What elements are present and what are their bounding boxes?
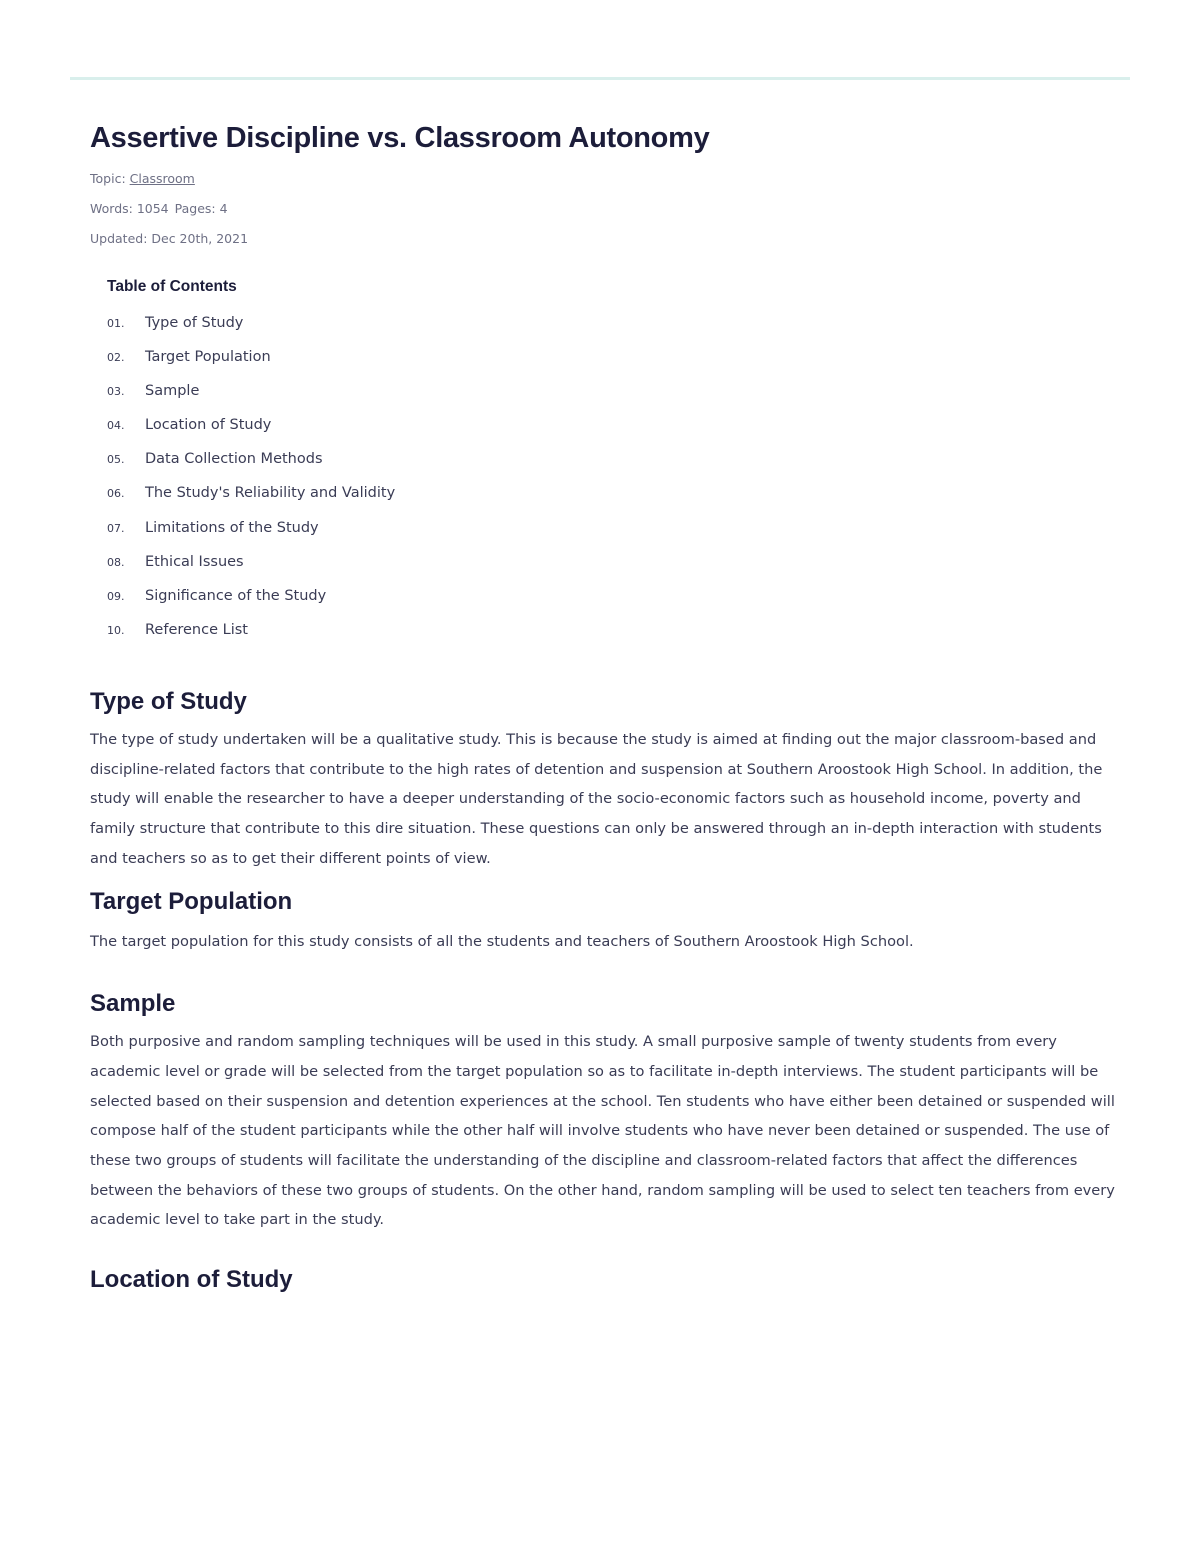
toc-item-number: 05. <box>107 453 125 467</box>
section-heading: Type of Study <box>90 687 247 715</box>
toc-item[interactable] <box>107 587 1115 621</box>
toc-item[interactable] <box>107 450 1115 484</box>
section-heading: Location of Study <box>90 1266 293 1294</box>
toc-item-number: 08. <box>107 555 125 569</box>
document-body <box>90 118 1115 1295</box>
toc-item[interactable] <box>107 314 1115 348</box>
stats-row <box>90 200 1115 230</box>
toc-item[interactable] <box>107 621 1115 655</box>
section-heading: Sample <box>90 990 176 1018</box>
toc-item-number: 03. <box>107 385 125 399</box>
toc-link-sample[interactable]: Sample <box>145 383 200 400</box>
section-sample <box>90 989 1115 1235</box>
top-divider <box>70 77 1130 80</box>
toc-item-number: 06. <box>107 487 125 501</box>
section-paragraph: The target population for this study consists of all the students and teachers of Southern Aroostook High School. <box>90 933 914 951</box>
section-target-population <box>90 887 1115 957</box>
section-paragraph: The type of study undertaken will be a qualitative study. This is because the study is aimed at finding out the major classroom-based and discipline-related factors that contribute to the high rates of detention and suspension at Southern Aroostook High School. In addition, the study will enable the researcher to have a deeper understanding of the socio-economic factors such as household income, poverty and family structure that contribute to this dire situation. These questions can only be answered through an in-depth interaction with students and teachers so as to get their different points of view. <box>90 730 1103 867</box>
toc-item[interactable] <box>107 382 1115 416</box>
toc-link-reliability-validity[interactable]: The Study's Reliability and Validity <box>145 485 396 502</box>
section-heading: Target Population <box>90 888 293 916</box>
page-count: Pages: 4 <box>174 201 228 216</box>
updated-date: Updated: Dec 20th, 2021 <box>90 231 249 246</box>
toc-item[interactable] <box>107 553 1115 587</box>
toc-link-reference-list[interactable]: Reference List <box>145 621 248 638</box>
table-of-contents <box>90 278 1115 655</box>
toc-item-number: 02. <box>107 351 125 365</box>
section-type-of-study <box>90 687 1115 874</box>
toc-item-number: 09. <box>107 589 125 603</box>
page-title: Assertive Discipline vs. Classroom Autonomy <box>90 122 710 154</box>
toc-item[interactable] <box>107 416 1115 450</box>
topic-row <box>90 170 1115 200</box>
toc-link-ethical-issues[interactable]: Ethical Issues <box>145 553 244 570</box>
topic-label: Topic: <box>90 171 126 186</box>
toc-link-significance[interactable]: Significance of the Study <box>145 587 327 604</box>
toc-title: Table of Contents <box>107 278 237 295</box>
updated-row <box>90 230 1115 260</box>
toc-item-number: 04. <box>107 419 125 433</box>
toc-link-target-population[interactable]: Target Population <box>145 349 271 366</box>
toc-list <box>107 314 1115 655</box>
toc-item-number: 10. <box>107 623 125 637</box>
toc-link-data-collection-methods[interactable]: Data Collection Methods <box>145 451 323 468</box>
toc-item-number: 07. <box>107 521 125 535</box>
toc-link-location-of-study[interactable]: Location of Study <box>145 417 272 434</box>
topic-link[interactable]: Classroom <box>129 171 195 186</box>
toc-item[interactable] <box>107 348 1115 382</box>
toc-item-number: 01. <box>107 317 125 330</box>
toc-link-type-of-study[interactable]: Type of Study <box>145 315 244 331</box>
toc-item[interactable] <box>107 484 1115 518</box>
document-meta <box>90 170 1115 260</box>
word-count: Words: 1054 <box>90 201 169 216</box>
toc-link-limitations[interactable]: Limitations of the Study <box>145 519 319 536</box>
toc-item[interactable] <box>107 519 1115 553</box>
section-paragraph: Both purposive and random sampling techniques will be used in this study. A small purposive sample of twenty students from every academic level or grade will be selected from the target population so as to facilitate in-depth interviews. The student participants will be selected based on their suspension and detention experiences at the school. Ten students who have either been detained or suspended will compose half of the student participants while the other half will involve students who have never been detained or suspended. The use of these two groups of students will facilitate the understanding of the discipline and classroom-related factors that affect the differences between the behaviors of these two groups of students. On the other hand, random sampling will be used to select ten teachers from every academic level to take part in the study. <box>90 1033 1115 1229</box>
section-location-of-study <box>90 1265 1115 1295</box>
